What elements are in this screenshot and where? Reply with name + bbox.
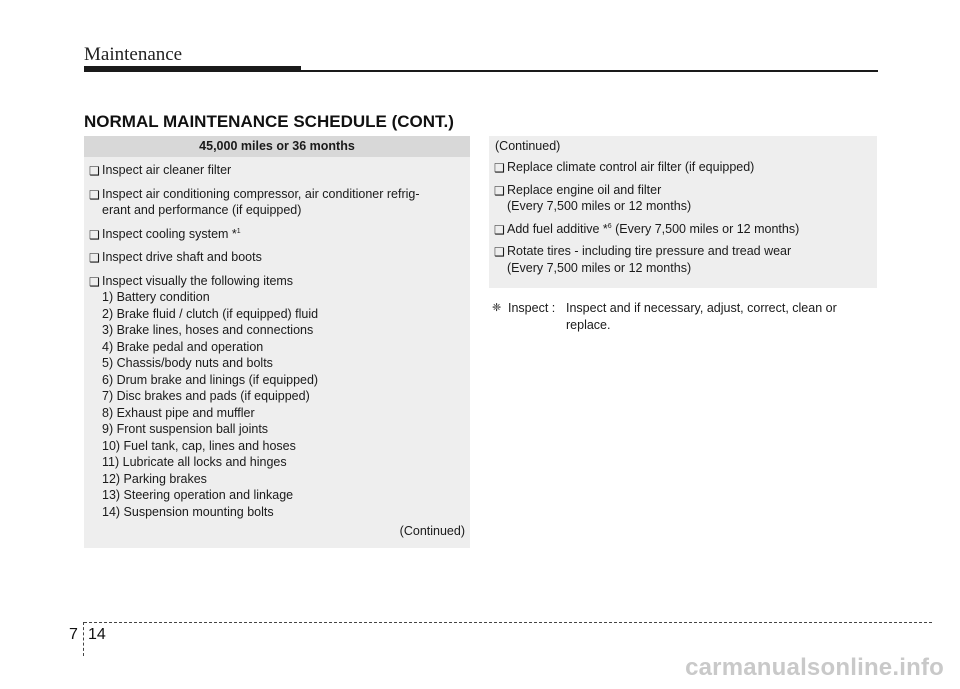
item-text: Inspect air conditioning compressor, air conditioner refrig- <box>102 186 420 201</box>
sub-item: 14) Suspension mounting bolts <box>102 504 274 519</box>
sub-item: 13) Steering operation and linkage <box>102 488 294 502</box>
sub-item: 2) Brake fluid / clutch (if equipped) fluid <box>102 306 319 321</box>
list-item <box>489 182 877 215</box>
note-label: Inspect : <box>508 301 556 315</box>
footer-vertical-divider <box>83 622 84 656</box>
checkbox-icon: ❑ <box>89 227 100 242</box>
interval-band: 45,000 miles or 36 months <box>84 136 470 157</box>
sub-item: 10) Fuel tank, cap, lines and hoses <box>102 438 296 453</box>
list-item <box>84 186 470 219</box>
sub-item: 4) Brake pedal and operation <box>102 339 264 354</box>
header-rule-thick <box>84 66 301 72</box>
footer-divider <box>84 622 932 623</box>
list-item <box>84 273 470 521</box>
note-row <box>492 300 872 333</box>
checkbox-icon: ❑ <box>89 187 100 202</box>
list-item <box>489 221 877 238</box>
item-text-line2: (Every 7,500 miles or 12 months) <box>507 260 692 275</box>
item-text-line2: (Every 7,500 miles or 12 months) <box>507 199 692 213</box>
checkbox-icon: ❑ <box>494 245 505 259</box>
schedule-panel-right <box>489 136 877 288</box>
asterism-icon: ❈ <box>492 302 502 314</box>
inspect-note <box>492 300 872 333</box>
item-text-after: (Every 7,500 miles or 12 months) <box>611 221 800 236</box>
note-text: Inspect and if necessary, adjust, correct, clean or replace. <box>566 301 837 332</box>
continued-label: (Continued) <box>495 139 561 153</box>
item-text-line2: erant and performance (if equipped) <box>102 203 302 217</box>
sub-item: 1) Battery condition <box>102 290 210 304</box>
sub-item: 3) Brake lines, hoses and connections <box>102 323 314 337</box>
sub-item: 7) Disc brakes and pads (if equipped) <box>102 389 310 403</box>
sub-item: 6) Drum brake and linings (if equipped) <box>102 372 319 387</box>
item-text: Replace climate control air filter (if equipped) <box>507 160 755 174</box>
footnote-marker: 6 <box>607 222 612 230</box>
sub-item: 12) Parking brakes <box>102 471 207 486</box>
footnote-marker: 1 <box>236 227 241 235</box>
checkbox-icon: ❑ <box>89 164 100 178</box>
sub-item: 9) Front suspension ball joints <box>102 422 269 436</box>
item-text: Inspect air cleaner filter <box>102 163 232 177</box>
list-item <box>489 159 877 176</box>
item-text: Rotate tires - including tire pressure and tread wear <box>507 244 792 258</box>
sub-item: 5) Chassis/body nuts and bolts <box>102 356 273 370</box>
sub-item: 8) Exhaust pipe and muffler <box>102 405 255 420</box>
list-item <box>84 162 470 179</box>
checkbox-icon: ❑ <box>89 251 100 265</box>
item-text: Inspect cooling system * <box>102 226 237 241</box>
page-number: 14 <box>88 626 106 643</box>
chapter-number: 7 <box>69 626 78 643</box>
left-items <box>84 162 470 527</box>
checkbox-icon: ❑ <box>494 183 505 198</box>
list-item <box>84 249 470 266</box>
item-text: Inspect drive shaft and boots <box>102 250 262 264</box>
checkbox-icon: ❑ <box>494 161 505 175</box>
continued-label: (Continued) <box>399 524 465 538</box>
sub-item: 11) Lubricate all locks and hinges <box>102 455 287 469</box>
item-text: Inspect visually the following items <box>102 273 294 288</box>
item-text: Replace engine oil and filter <box>507 182 662 197</box>
right-items <box>489 159 877 282</box>
schedule-panel-left <box>84 136 470 548</box>
list-item <box>489 243 877 276</box>
item-text: Add fuel additive * <box>507 221 608 236</box>
checkbox-icon: ❑ <box>89 274 100 289</box>
watermark: carmanualsonline.info <box>685 654 944 681</box>
checkbox-icon: ❑ <box>494 222 505 237</box>
page-title: NORMAL MAINTENANCE SCHEDULE (CONT.) <box>84 112 454 131</box>
list-item <box>84 226 470 243</box>
section-header: Maintenance <box>84 44 183 65</box>
